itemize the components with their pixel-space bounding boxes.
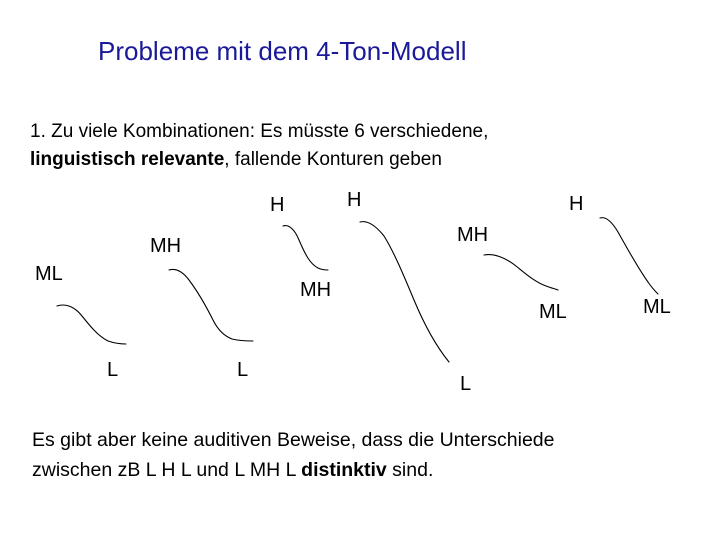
contour-1-curve <box>57 305 126 344</box>
contour-1-start-label: ML <box>35 263 63 285</box>
conclusion-line-1: Es gibt aber keine auditiven Beweise, dass die Unterschiede <box>32 429 555 451</box>
conclusion-emphasis: distinktiv <box>301 459 387 481</box>
contour-6-end-label: ML <box>643 296 671 318</box>
contour-2-end-label: L <box>237 359 249 381</box>
contour-2-start-label: MH <box>150 235 182 257</box>
point-1-line-2-rest: , fallende Konturen geben <box>224 149 442 170</box>
contour-5-curve <box>484 255 558 290</box>
conclusion-line-2-pre: zwischen zB L H L und L MH L <box>32 459 302 481</box>
conclusion-line-2 <box>32 455 554 485</box>
contour-4-end-label: L <box>460 373 472 395</box>
contour-5-start-label: MH <box>457 224 489 246</box>
contour-1-end-label: L <box>107 359 119 381</box>
contour-6-start-label: H <box>569 193 584 215</box>
contour-2-curve <box>169 269 253 341</box>
point-1-line-1: 1. Zu viele Kombinationen: Es müsste 6 verschiedene, <box>30 121 489 142</box>
point-1-emphasis: linguistisch relevante <box>30 149 225 170</box>
contour-5-end-label: ML <box>539 301 567 323</box>
conclusion-line-2-post: sind. <box>386 459 434 481</box>
contour-6-curve <box>600 218 658 294</box>
contour-4-curve <box>360 222 449 362</box>
contour-3-end-label: MH <box>300 279 332 301</box>
conclusion-text <box>32 425 554 485</box>
contour-3-start-label: H <box>270 194 285 216</box>
contour-4-start-label: H <box>347 189 362 211</box>
contour-3-curve <box>283 226 328 270</box>
slide-title: Probleme mit dem 4-Ton-Modell <box>98 36 467 66</box>
